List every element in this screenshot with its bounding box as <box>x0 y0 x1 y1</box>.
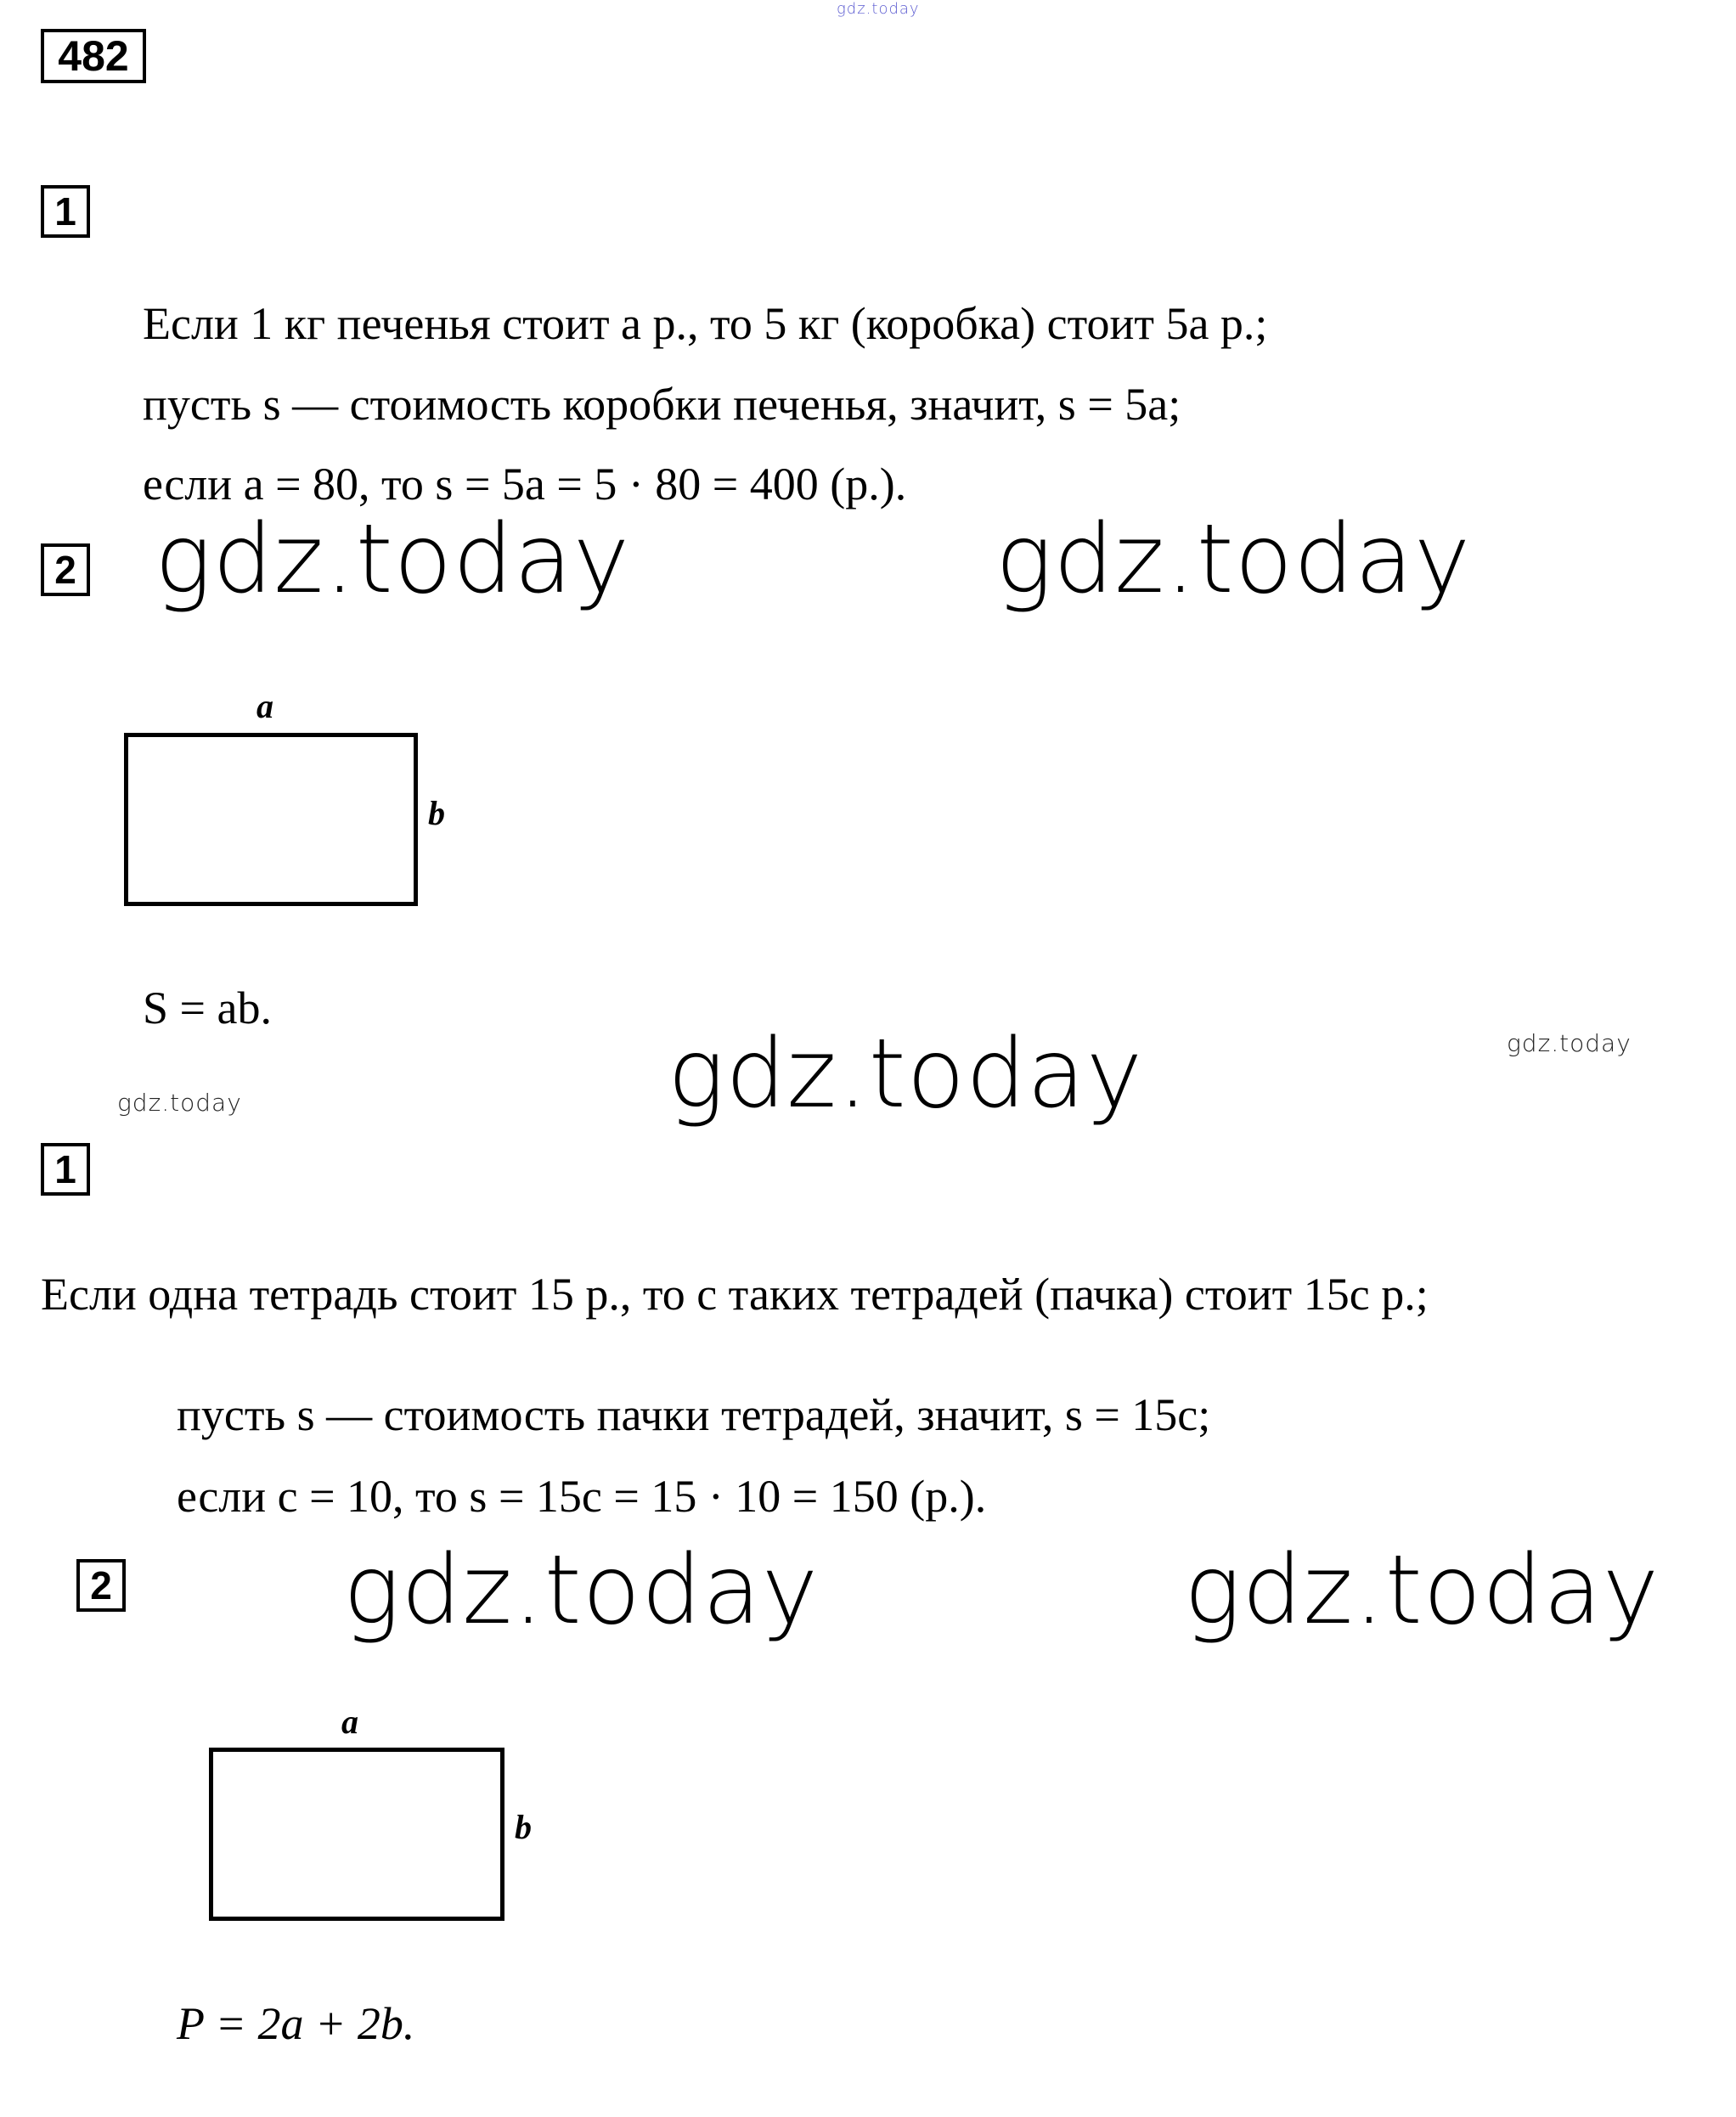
part2-subtask-2-label: 2 <box>76 1559 126 1612</box>
part1-rectangle <box>124 733 418 906</box>
part2-rect-label-a: a <box>341 1703 358 1741</box>
watermark-1: gdz.today <box>155 504 631 615</box>
watermark-7: gdz.today <box>1184 1535 1660 1646</box>
part2-line-2: пусть s — стоимость пачки тетрадей, значит, s = 15c; <box>177 1389 1211 1440</box>
part2-formula: P = 2a + 2b. <box>177 1998 415 2049</box>
part1-subtask-2-label: 2 <box>41 543 90 596</box>
watermark-6: gdz.today <box>343 1535 820 1646</box>
watermark-5: gdz.today <box>117 1089 242 1117</box>
part2-subtask-1-label: 1 <box>41 1143 90 1196</box>
part1-subtask-1-label: 1 <box>41 185 90 238</box>
watermark-top: gdz.today <box>837 0 920 18</box>
part1-line-3: если a = 80, то s = 5a = 5 · 80 = 400 (р.). <box>143 459 907 510</box>
watermark-4: gdz.today <box>1507 1029 1632 1057</box>
problem-number: 482 <box>41 29 146 83</box>
part2-line-3: если c = 10, то s = 15c = 15 · 10 = 150 (р.). <box>177 1471 987 1522</box>
part1-formula: S = ab. <box>143 982 272 1033</box>
watermark-2: gdz.today <box>995 504 1472 615</box>
watermark-3: gdz.today <box>668 1019 1144 1129</box>
part1-rect-label-a: a <box>256 687 273 725</box>
part2-rectangle <box>209 1748 504 1921</box>
part1-rect-label-b: b <box>428 794 445 832</box>
part2-rect-label-b: b <box>515 1808 532 1846</box>
part2-line-1: Если одна тетрадь стоит 15 р., то c таких тетрадей (пачка) стоит 15c р.; <box>41 1269 1429 1320</box>
part1-line-2: пусть s — стоимость коробки печенья, значит, s = 5a; <box>143 379 1181 430</box>
part1-line-1: Если 1 кг печенья стоит a р., то 5 кг (коробка) стоит 5a р.; <box>143 298 1268 349</box>
